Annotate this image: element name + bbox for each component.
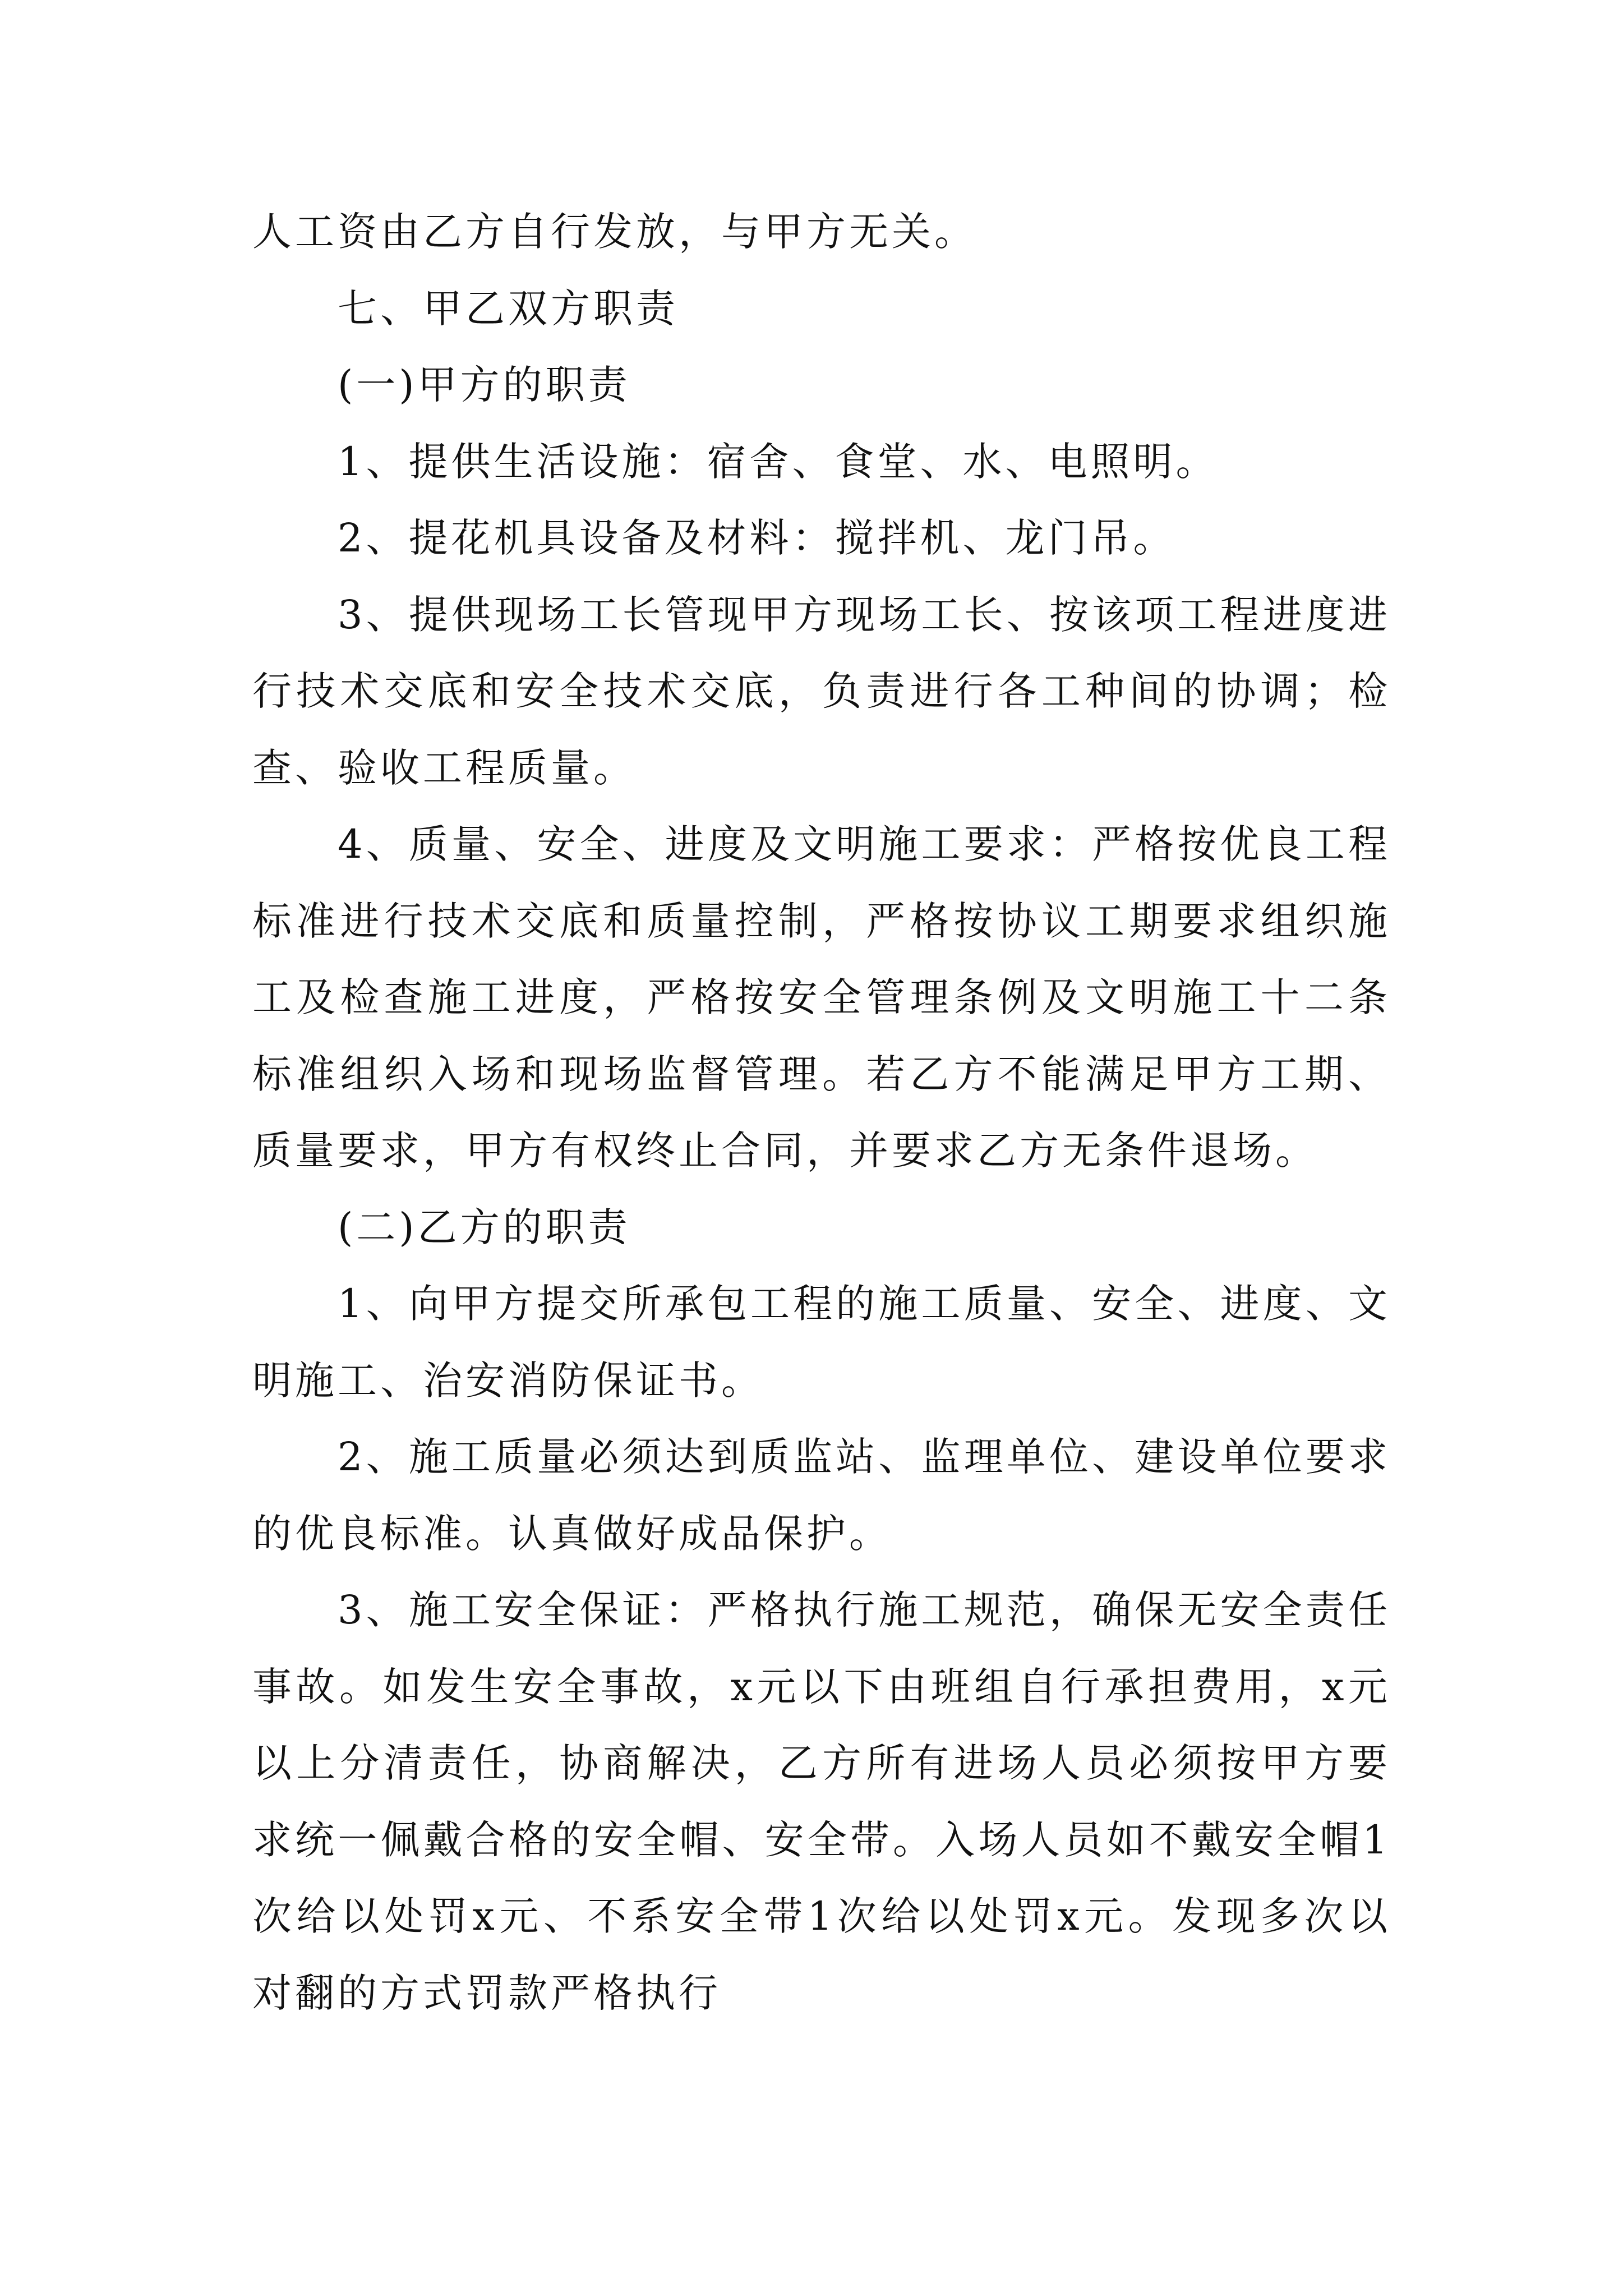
paragraph-party-a-item-2: 2、提花机具设备及材料：搅拌机、龙门吊。: [338, 515, 1176, 561]
paragraph-party-b-item-3: 3、施工安全保证：严格执行施工规范，确保无安全责任事故。如发生安全事故，x元以下由班组自行承担费用，x元以上分清责任，协商解决，乙方所有进场人员必须按甲方要求统一佩戴合格的安全帽、安全带。入场人员如不戴安全帽1次给以处罚x元、不系安全带1次给以处罚x元。发现多次以对翻的方式罚款严格执行: [252, 1587, 1391, 2016]
paragraph-party-b-item-1: 1、向甲方提交所承包工程的施工质量、安全、进度、文明施工、治安消防保证书。: [252, 1281, 1391, 1404]
paragraph-party-a-item-1: 1、提供生活设施：宿舍、食堂、水、电照明。: [338, 438, 1219, 485]
paragraph-wages-continuation: 人工资由乙方自行发放，与甲方无关。: [252, 209, 977, 255]
paragraph-party-a-item-3: 3、提供现场工长管现甲方现场工长、按该项工程进度进行技术交底和安全技术交底，负责进行各工种间的协调；检查、验收工程质量。: [252, 591, 1391, 791]
document-body: [252, 194, 1391, 2031]
subsection-heading-party-a: (一)甲方的职责: [338, 362, 631, 408]
section-heading-duties: 七、甲乙双方职责: [338, 285, 679, 332]
subsection-heading-party-b: (二)乙方的职责: [338, 1204, 631, 1250]
paragraph-party-a-item-4: 4、质量、安全、进度及文明施工要求：严格按优良工程标准进行技术交底和质量控制，严格按协议工期要求组织施工及检查施工进度，严格按安全管理条例及文明施工十二条标准组织入场和现场监督管理。若乙方不能满足甲方工期、质量要求，甲方有权终止合同，并要求乙方无条件退场。: [252, 821, 1391, 1174]
paragraph-party-b-item-2: 2、施工质量必须达到质监站、监理单位、建设单位要求的优良标准。认真做好成品保护。: [252, 1434, 1391, 1557]
